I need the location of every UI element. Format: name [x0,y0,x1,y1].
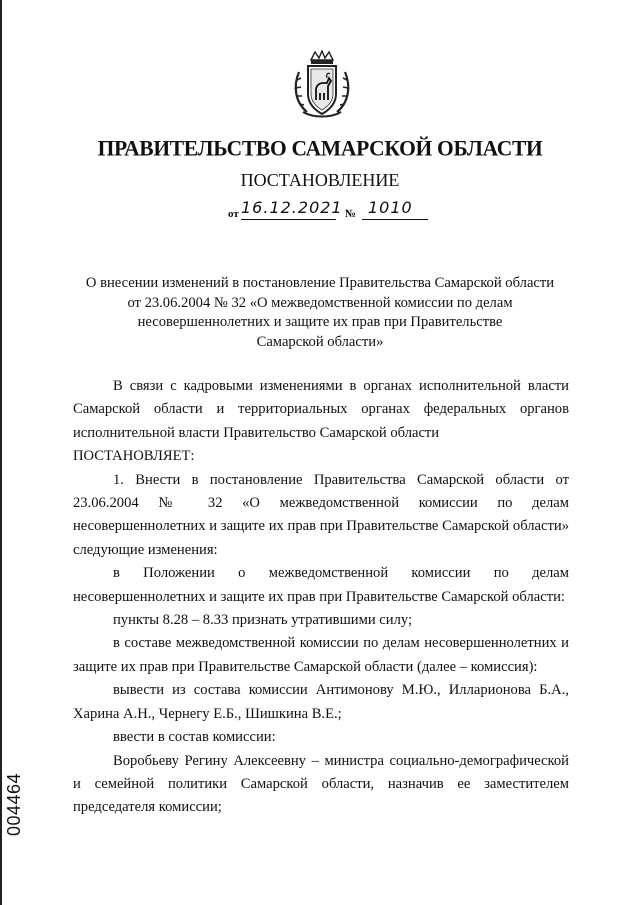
body-paragraph-resolves: ПОСТАНОВЛЯЕТ: [73,448,195,465]
number-underline [362,219,428,220]
body-paragraph: 1. Внести в постановление Правительства Самарской области от 23.06.2004 № 32 «О межведомственной комиссии по делам несовершеннолетних и защите их прав при Правительстве Самарской области» следующие изменения: [73,471,569,558]
document-subject [60,274,580,352]
date-underline [241,219,336,220]
document-meta [228,200,438,224]
government-title: ПРАВИТЕЛЬСТВО САМАРСКОЙ ОБЛАСТИ [97,135,543,161]
document-type: ПОСТАНОВЛЕНИЕ [240,170,400,190]
subject-line: О внесении изменений в постановление Правительства Самарской области [85,275,555,291]
subject-line: несовершеннолетних и защите их прав при Правительстве [137,314,503,330]
body-paragraph: Воробьеву Регину Алексеевну – министра социально-демографической и семейной политики Самарской области, назначив ее заместителем председателя комиссии; [73,752,569,816]
number-label: № [345,208,357,220]
document-body [73,375,569,820]
subject-line: Самарской области» [256,333,384,350]
body-paragraph: в составе межведомственной комиссии по делам несовершеннолетних и защите их прав при Правительстве Самарской области (далее – комиссия): [73,635,569,675]
number-value: 1010 [368,198,413,217]
body-paragraph: пункты 8.28 – 8.33 признать утратившими силу; [113,612,413,629]
date-value: 16.12.2021 [241,198,343,217]
body-paragraph: ввести в состав комиссии: [113,729,276,746]
margin-registration-number: 004464 [4,772,24,836]
coat-of-arms-icon [289,50,355,120]
subject-line: от 23.06.2004 № 32 «О межведомственной комиссии по делам [127,294,513,311]
date-label: от [228,208,239,220]
body-paragraph: в Положении о межведомственной комиссии по делам несовершеннолетних и защите их прав при Правительстве Самарской области: [73,565,569,605]
body-paragraph: В связи с кадровыми изменениями в органах исполнительной власти Самарской области и территориальных органах федеральных органов исполнительной власти Правительство Самарской области [73,378,569,441]
body-paragraph: вывести из состава комиссии Антимонову М.Ю., Илларионова Б.А., Харина А.Н., Чернегу Е.Б., Шишкина В.Е.; [73,682,569,722]
